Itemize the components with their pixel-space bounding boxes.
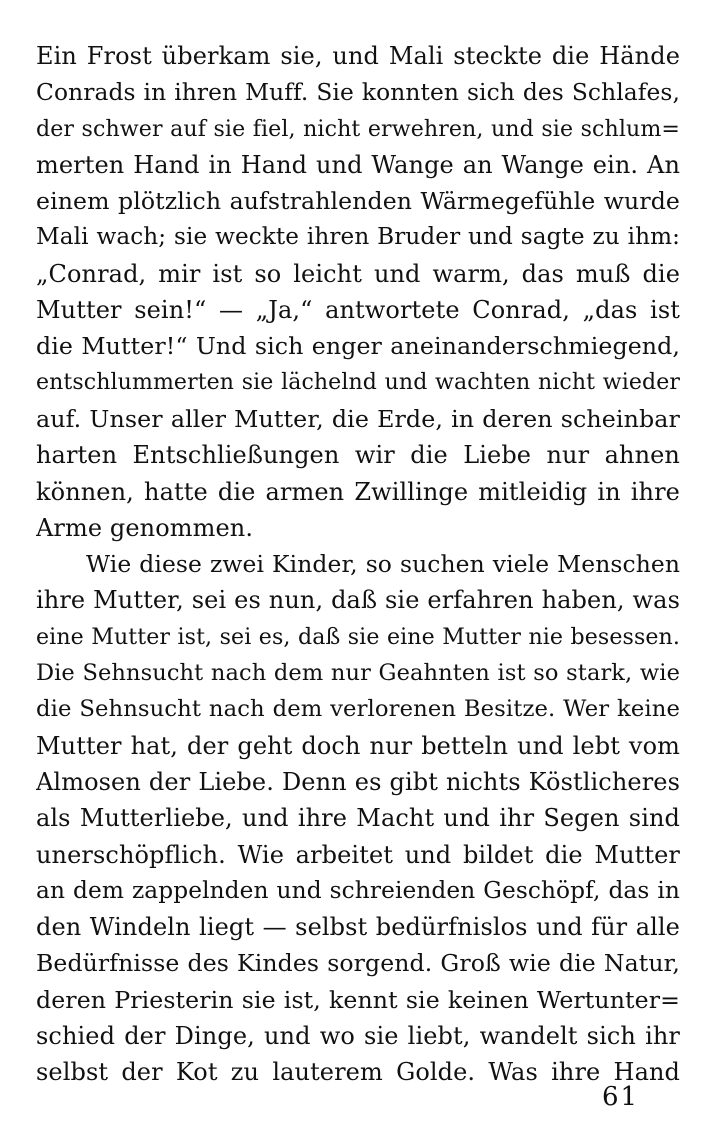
- page-number: 61: [602, 1082, 640, 1112]
- text-line: unerschöpflich. Wie arbeitet und bildet die Mutter: [36, 840, 680, 869]
- text-line: Almosen der Liebe. Denn es gibt nichts Köstlicheres: [36, 767, 680, 796]
- text-line: Bedürfnisse des Kindes sorgend. Groß wie die Natur,: [36, 949, 680, 978]
- text-line: an dem zappelnden und schreienden Geschöpf, das in: [36, 876, 680, 904]
- text-line: als Mutterliebe, und ihre Macht und ihr Segen sind: [36, 804, 680, 833]
- text-line: Die Sehnsucht nach dem nur Geahnten ist so stark, wie: [36, 660, 680, 687]
- text-line: Conrads in ihren Muff. Sie konnten sich des Schlafes,: [36, 78, 680, 107]
- text-line: selbst der Kot zu lauterem Golde. Was ihre Hand: [36, 1058, 680, 1087]
- text-line: harten Entschließungen wir die Liebe nur ahnen: [36, 441, 680, 470]
- text-line: Arme genommen.: [36, 513, 254, 542]
- text-line: Ein Frost überkam sie, und Mali steckte die Hände: [36, 42, 680, 70]
- text-line: den Windeln liegt — selbst bedürfnislos und für alle: [36, 913, 680, 942]
- text-line: entschlummerten sie lächelnd und wachten nicht wieder: [36, 369, 680, 395]
- text-line: Wie diese zwei Kinder, so suchen viele Menschen: [86, 550, 680, 579]
- text-line: Mali wach; sie weckte ihren Bruder und sagte zu ihm:: [36, 224, 680, 251]
- text-line: die Sehnsucht nach dem verlorenen Besitze. Wer keine: [36, 696, 680, 723]
- text-line: einem plötzlich aufstrahlenden Wärmegefühle wurde: [36, 187, 680, 216]
- text-line: Mutter sein!“ — „Ja,“ antwortete Conrad, „das ist: [36, 296, 680, 325]
- body-text: [36, 38, 680, 1091]
- text-line: der schwer auf sie fiel, nicht erwehren, und sie schlum=: [36, 115, 680, 142]
- text-line: auf. Unser aller Mutter, die Erde, in deren scheinbar: [36, 404, 680, 433]
- text-line: eine Mutter ist, sei es, daß sie eine Mutter nie besessen.: [36, 623, 680, 650]
- text-line: Mutter hat, der geht doch nur betteln und lebt vom: [36, 731, 680, 760]
- text-line: schied der Dinge, und wo sie liebt, wandelt sich ihr: [36, 1022, 680, 1051]
- text-line: merten Hand in Hand und Wange an Wange ein. An: [36, 150, 680, 179]
- text-line: können, hatte die armen Zwillinge mitleidig in ihre: [36, 477, 680, 506]
- text-line: die Mutter!“ Und sich enger aneinanderschmiegend,: [36, 332, 680, 361]
- text-line: ihre Mutter, sei es nun, daß sie erfahren haben, was: [36, 586, 680, 615]
- text-line: „Conrad, mir ist so leicht und warm, das muß die: [36, 259, 680, 288]
- text-line: deren Priesterin sie ist, kennt sie keinen Wertunter=: [36, 985, 680, 1014]
- paragraph-2: [36, 546, 680, 1090]
- paragraph-1: [36, 38, 680, 546]
